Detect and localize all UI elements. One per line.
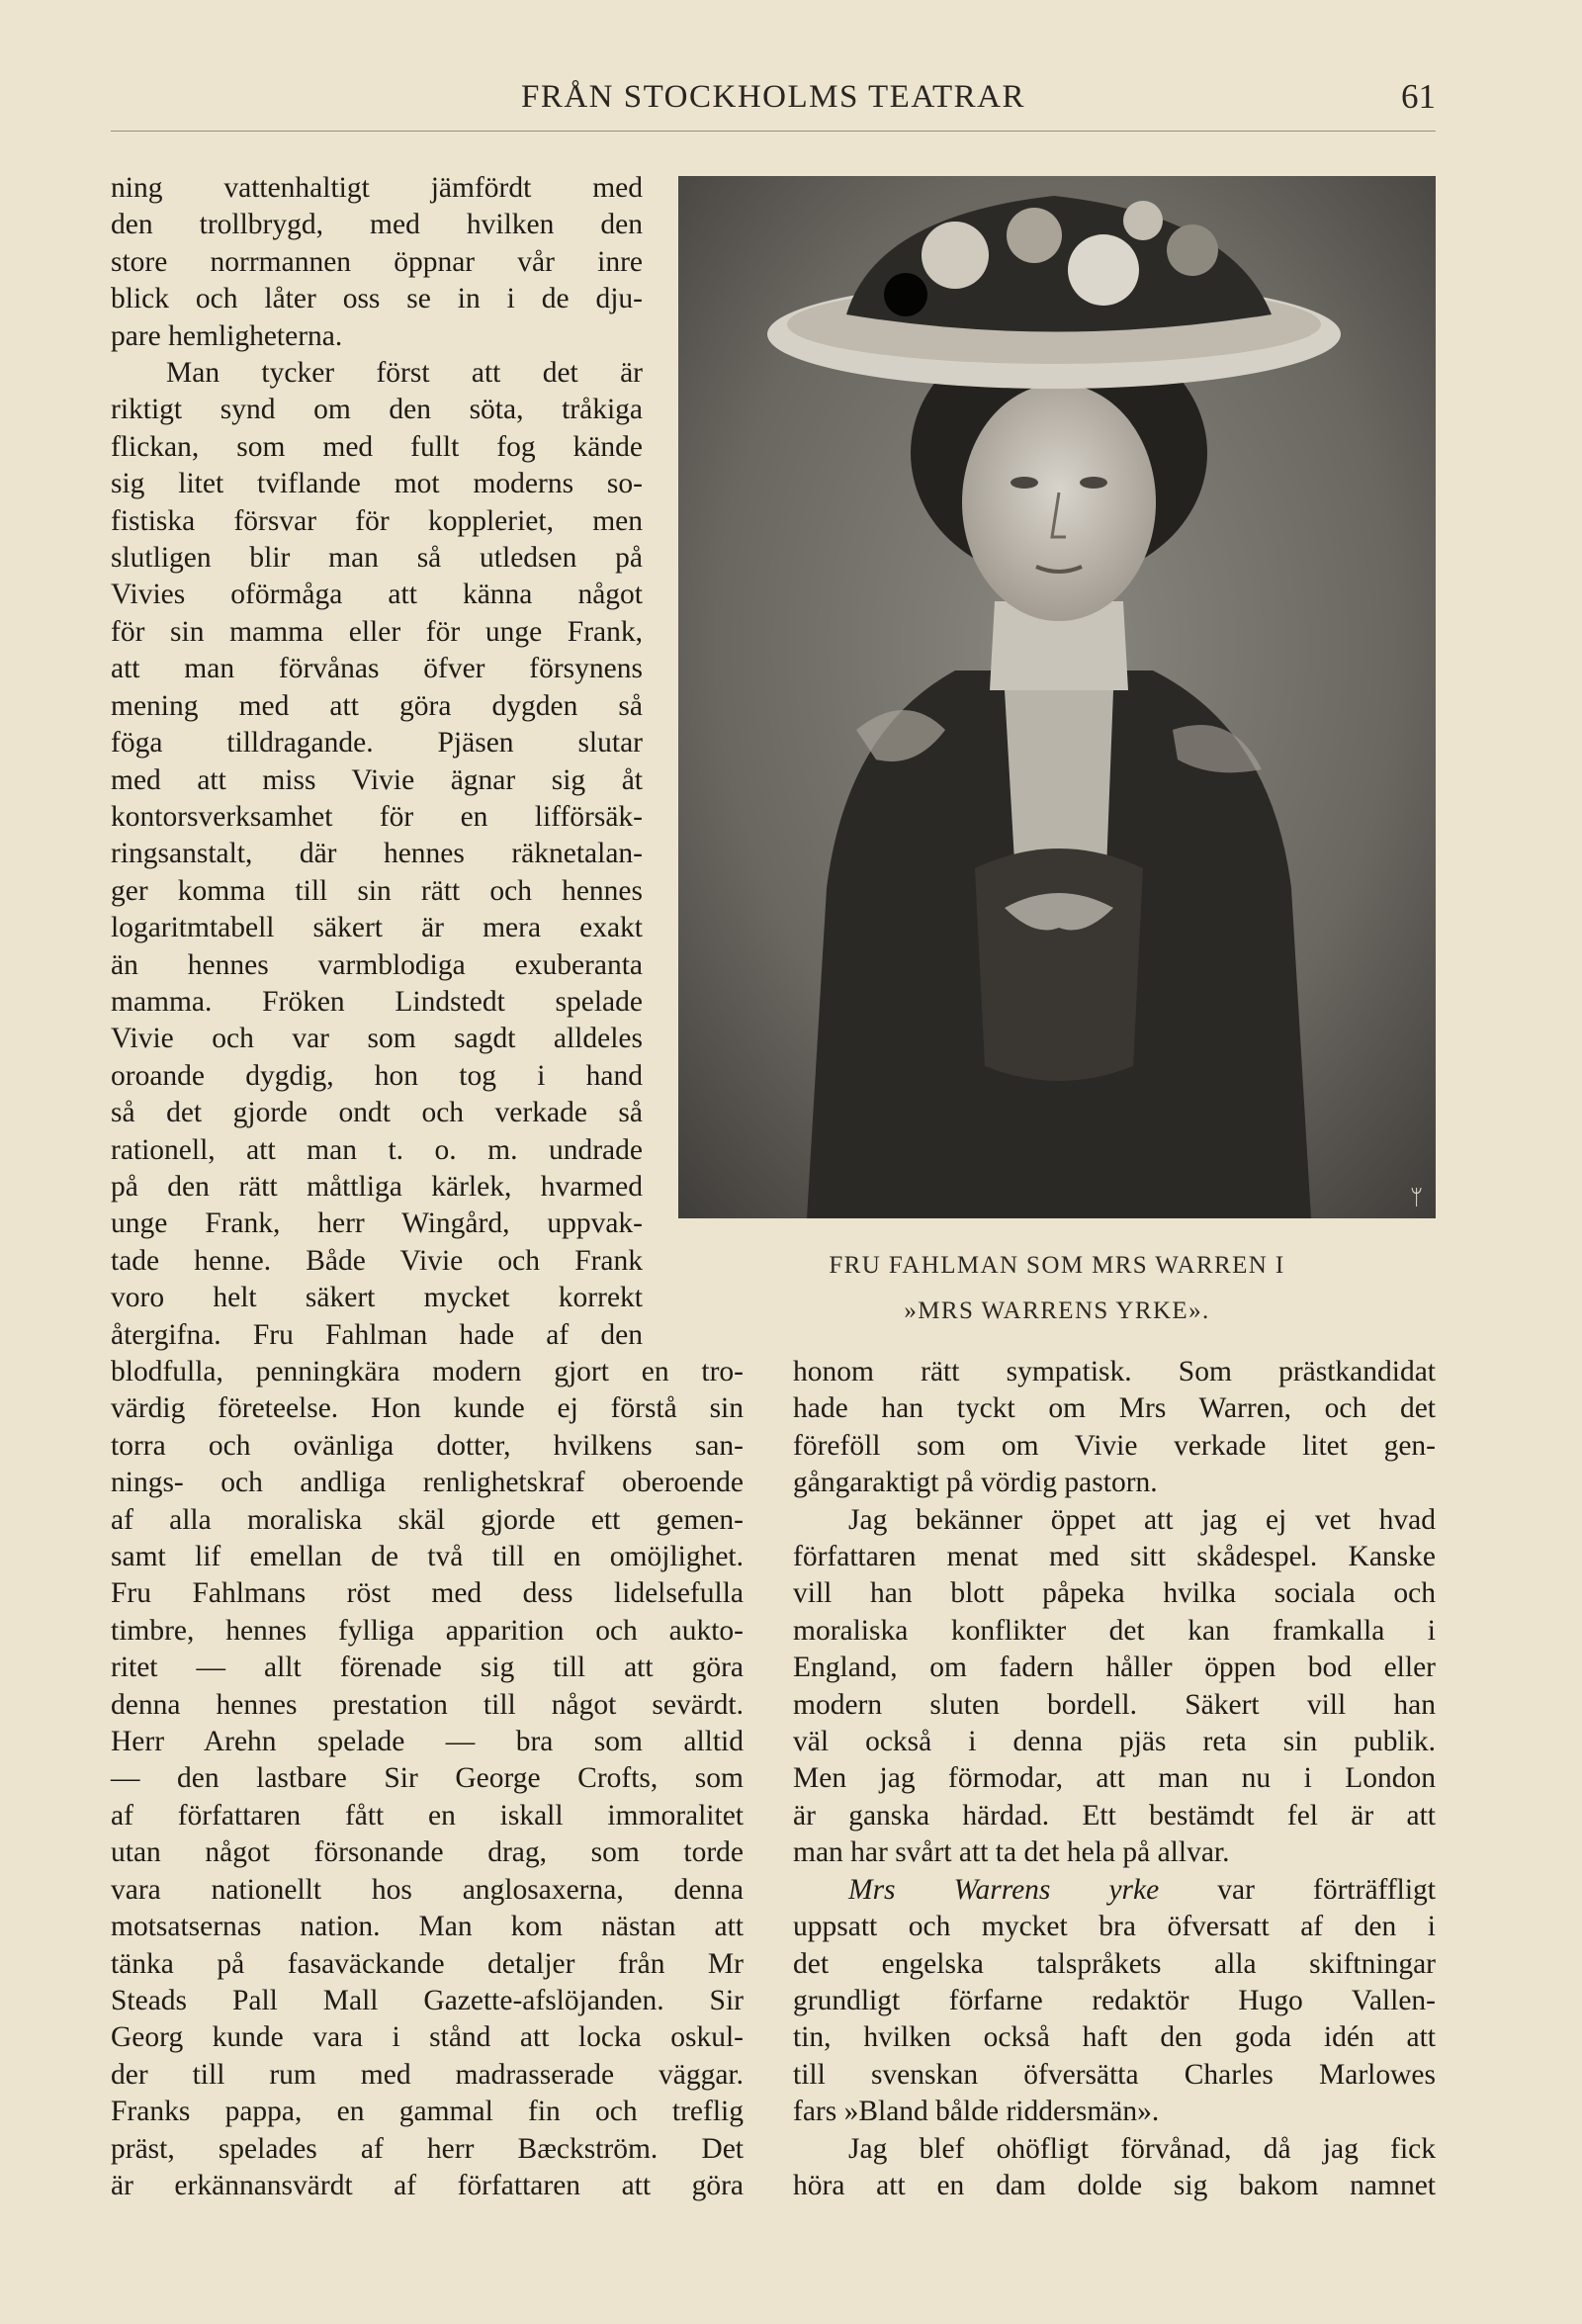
text-line: fistiska försvar för koppleriet, men <box>111 504 643 537</box>
text-line: af alla moraliska skäl gjorde ett gemen- <box>111 1503 744 1536</box>
text-line: är ganska härdad. Ett bestämdt fel är att <box>793 1799 1436 1832</box>
text-line: riktigt synd om den söta, tråkiga <box>111 394 643 426</box>
text-line: kontorsverksamhet för en lifförsäk- <box>111 800 643 833</box>
text-line: så det gjorde ondt och verkade så <box>111 1097 643 1129</box>
text-line: det engelska talspråkets alla skiftningar <box>793 1947 1436 1980</box>
text-line: honom rätt sympatisk. Som prästkandidat <box>793 1356 1436 1387</box>
text-line: flickan, som med fullt fog kände <box>111 430 643 463</box>
text-line: af författaren fått en iskall immoralitet <box>111 1799 744 1832</box>
text-line: rationell, att man t. o. m. undrade <box>111 1133 643 1166</box>
text-line: utan något försonande drag, som torde <box>111 1836 744 1869</box>
paragraph <box>111 355 643 1354</box>
text-line: ger komma till sin rätt och hennes <box>111 874 643 907</box>
text-line: författaren menat med sitt skådespel. Kanske <box>793 1541 1436 1573</box>
play-title-italic: Mrs Warrens yrke <box>848 1873 1160 1906</box>
photographer-monogram: ᛘ <box>1410 1186 1424 1210</box>
text-line: pare hemligheterna. <box>111 319 343 352</box>
text-line: höra att en dam dolde sig bakom namnet <box>793 2169 1436 2201</box>
text-line: man har svårt att ta det hela på allvar. <box>793 1836 1230 1869</box>
text-column-left-upper <box>111 170 643 1354</box>
running-head <box>111 71 1436 132</box>
text-line: store norrmannen öppnar vår inre <box>111 245 643 278</box>
text-line: präst, spelades af herr Bæckström. Det <box>111 2132 744 2165</box>
text-line: att man förvånas öfver försynens <box>111 653 643 685</box>
text-line: uppsatt och mycket bra öfversatt af den i <box>793 1911 1436 1943</box>
text-line: motsatsernas nation. Man kom nästan att <box>111 1911 744 1943</box>
text-line: Jag bekänner öppet att jag ej vet hvad <box>848 1503 1436 1536</box>
text-line: för sin mamma eller för unge Frank, <box>111 615 643 648</box>
text-line: denna hennes prestation till något sevärdt. <box>111 1688 744 1721</box>
portrait-photo <box>678 176 1436 1218</box>
text-line: är erkännansvärdt af författaren att göra <box>111 2169 744 2201</box>
text-line: torra och ovänliga dotter, hvilkens san- <box>111 1429 744 1462</box>
text-line: — den lastbare Sir George Crofts, som <box>111 1762 744 1795</box>
text-line: föreföll som om Vivie verkade litet gen- <box>793 1429 1436 1462</box>
text-line: ringsanstalt, där hennes räknetalan- <box>111 838 643 870</box>
text-line: gångaraktigt på vördig pastorn. <box>793 1467 1158 1499</box>
paragraph <box>111 1354 744 2204</box>
text-line: vara nationellt hos anglosaxerna, denna <box>111 1873 744 1906</box>
text-line: Jag blef ohöfligt förvånad, då jag fick <box>848 2132 1436 2165</box>
text-line: tänka på fasaväckande detaljer från Mr <box>111 1947 744 1980</box>
figure-caption-line-2: »MRS WARRENS YRKE». <box>904 1297 1210 1324</box>
text-column-left-lower <box>111 1354 744 2204</box>
text-line: Man tycker först att det är <box>166 357 643 390</box>
text-line: tin, hvilken också haft den goda idén att <box>793 2021 1436 2054</box>
text-line: modern sluten bordell. Säkert vill han <box>793 1688 1436 1721</box>
text-line: den trollbrygd, med hvilken den <box>111 209 643 241</box>
text-line: till svenskan öfversätta Charles Marlowes <box>793 2058 1436 2091</box>
text-line: hade han tyckt om Mrs Warren, och det <box>793 1392 1436 1425</box>
paragraph <box>793 1872 1436 2131</box>
text-line: på den rätt måttliga kärlek, hvarmed <box>111 1170 643 1203</box>
text-line: unge Frank, herr Wingård, uppvak- <box>111 1207 643 1240</box>
text-line: vill han blott påpeka hvilka sociala och <box>793 1577 1436 1610</box>
paragraph <box>111 170 643 355</box>
text-line: Vivie och var som sagdt alldeles <box>111 1023 643 1055</box>
text-line: tade henne. Både Vivie och Frank <box>111 1244 643 1277</box>
text-fragment: var förträffligt <box>1217 1873 1436 1906</box>
text-line: än hennes varmblodiga exuberanta <box>111 948 643 981</box>
text-line: återgifna. Fru Fahlman hade af den <box>111 1318 643 1351</box>
running-title: FRÅN STOCKHOLMS TEATRAR <box>520 79 1026 115</box>
text-column-right <box>793 1354 1436 2204</box>
text-line: England, om fadern håller öppen bod eller <box>793 1652 1436 1684</box>
text-line: der till rum med madrasserade väggar. <box>111 2058 744 2091</box>
text-line <box>793 1872 1436 1909</box>
text-line: voro helt säkert mycket korrekt <box>111 1282 643 1314</box>
text-line: mamma. Fröken Lindstedt spelade <box>111 985 643 1018</box>
text-line: blick och låter oss se in i de dju- <box>111 283 643 315</box>
figure-caption-line-1: FRU FAHLMAN SOM MRS WARREN I <box>829 1252 1285 1279</box>
portrait-illustration <box>678 176 1436 1218</box>
text-line: föga tilldragande. Pjäsen slutar <box>111 727 643 760</box>
text-line: oroande dygdig, hon tog i hand <box>111 1059 643 1092</box>
text-line: ritet — allt förenade sig till att göra <box>111 1652 744 1684</box>
text-line: Steads Pall Mall Gazette-afslöjanden. Sir <box>111 1984 744 2016</box>
text-line: samt lif emellan de två till en omöjlighet. <box>111 1541 744 1573</box>
text-line: timbre, hennes fylliga apparition och aukto- <box>111 1614 744 1647</box>
text-line: Georg kunde vara i stånd att locka oskul- <box>111 2021 744 2054</box>
text-line: sig litet tviflande mot moderns so- <box>111 468 643 500</box>
text-line: Men jag förmodar, att man nu i London <box>793 1762 1436 1795</box>
text-line: Fru Fahlmans röst med dess lidelsefulla <box>111 1577 744 1610</box>
text-line: Franks pappa, en gammal fin och treflig <box>111 2096 744 2128</box>
paragraph <box>793 2131 1436 2205</box>
text-line: slutligen blir man så utledsen på <box>111 542 643 575</box>
text-line: ning vattenhaltigt jämfördt med <box>111 172 643 204</box>
text-line: med att miss Vivie ägnar sig åt <box>111 763 643 796</box>
page-number: 61 <box>1401 77 1436 116</box>
text-line: nings- och andliga renlighetskraf oberoende <box>111 1467 744 1499</box>
text-line: Vivies oförmåga att känna något <box>111 579 643 611</box>
text-line: moraliska konflikter det kan framkalla i <box>793 1614 1436 1647</box>
text-line: grundligt förfarne redaktör Hugo Vallen- <box>793 1984 1436 2016</box>
text-line: blodfulla, penningkära modern gjort en tro- <box>111 1356 744 1387</box>
paragraph <box>793 1502 1436 1872</box>
paragraph <box>793 1354 1436 1502</box>
text-line: mening med att göra dygden så <box>111 689 643 722</box>
text-line: Herr Arehn spelade — bra som alltid <box>111 1726 744 1758</box>
text-line: fars »Bland bålde riddersmän». <box>793 2096 1160 2128</box>
text-line: väl också i denna pjäs reta sin publik. <box>793 1726 1436 1758</box>
text-line: värdig företeelse. Hon kunde ej förstå sin <box>111 1392 744 1425</box>
text-line: logaritmtabell säkert är mera exakt <box>111 912 643 944</box>
